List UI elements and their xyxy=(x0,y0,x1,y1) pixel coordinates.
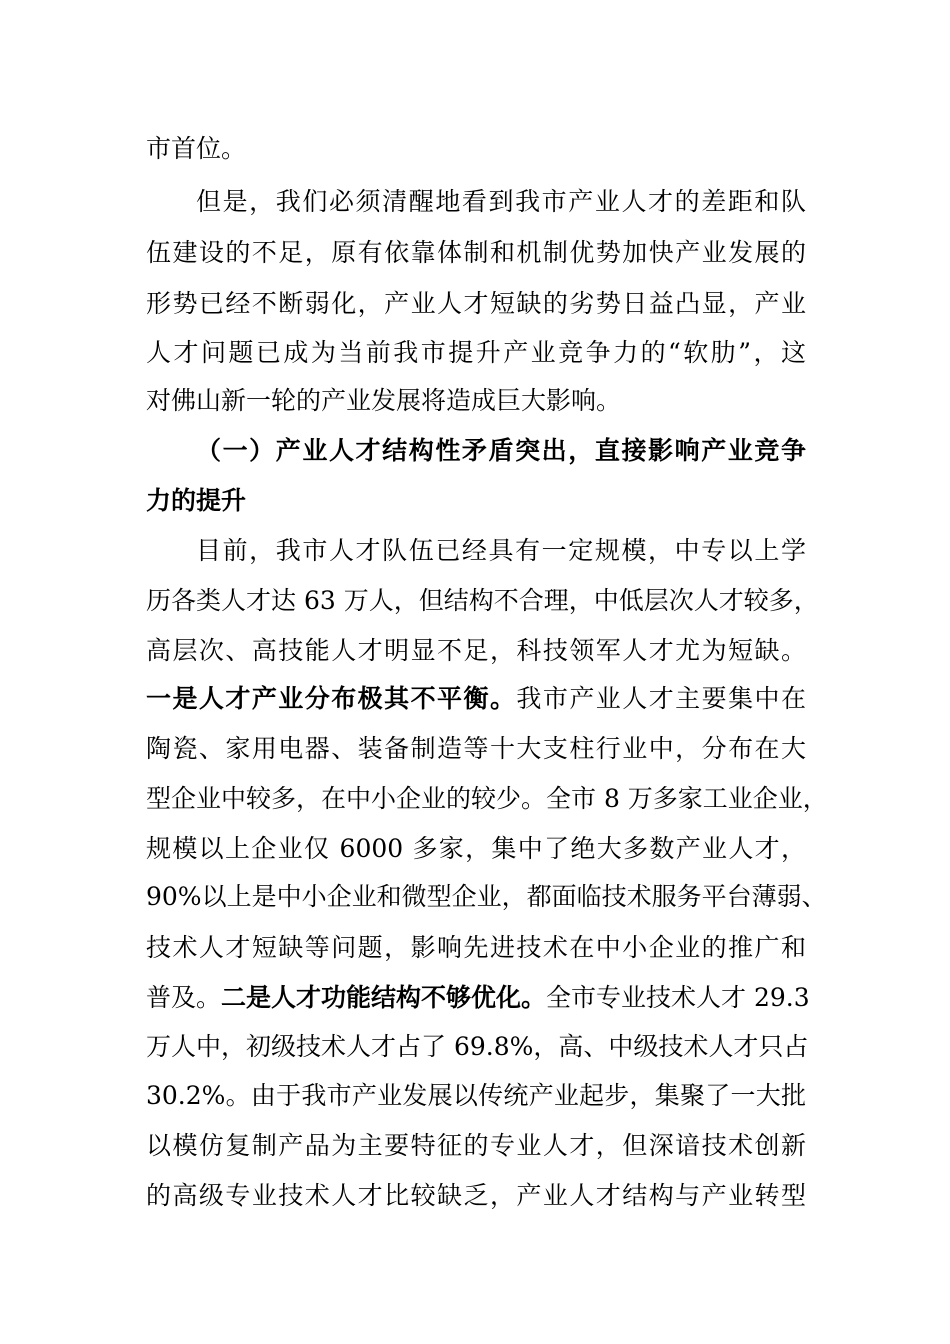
text-line: 人才问题已成为当前我市提升产业竞争力的“软肋”，这 xyxy=(146,338,806,367)
inline-text: 全市专业技术人才 29.3 xyxy=(546,983,810,1012)
text-line: 但是，我们必须清醒地看到我市产业人才的差距和队 xyxy=(196,187,806,216)
text-line: 的高级专业技术人才比较缺乏，产业人才结构与产业转型 xyxy=(146,1181,806,1210)
text-line: 伍建设的不足，原有依靠体制和机制优势加快产业发展的 xyxy=(146,238,806,267)
text-line: 目前，我市人才队伍已经具有一定规模，中专以上学 xyxy=(196,536,806,565)
text-line: 技术人才短缺等问题，影响先进技术在中小企业的推广和 xyxy=(146,933,806,962)
inline-bold-heading: 二是人才功能结构不够优化。 xyxy=(221,983,547,1012)
inline-text: 我市产业人才主要集中在 xyxy=(516,684,806,713)
text-line: 型企业中较多，在中小企业的较少。全市 8 万多家工业企业， xyxy=(146,784,828,813)
text-line: 万人中，初级技术人才占了 69.8%，高、中级技术人才只占 xyxy=(146,1032,809,1061)
text-line: 市首位。 xyxy=(146,134,247,163)
text-line: 以模仿复制产品为主要特征的专业人才，但深谙技术创新 xyxy=(146,1131,806,1160)
section-heading: （一）产业人才结构性矛盾突出，直接影响产业竞争 xyxy=(196,436,806,465)
section-heading: 力的提升 xyxy=(146,486,247,515)
text-line: 形势已经不断弱化，产业人才短缺的劣势日益凸显，产业 xyxy=(146,289,806,318)
text-line xyxy=(146,982,810,1014)
text-line xyxy=(146,683,806,715)
text-line: 陶瓷、家用电器、装备制造等十大支柱行业中，分布在大 xyxy=(146,734,806,763)
inline-text: 普及。 xyxy=(146,983,222,1012)
text-line: 90%以上是中小企业和微型企业，都面临技术服务平台薄弱、 xyxy=(146,882,827,911)
text-line: 对佛山新一轮的产业发展将造成巨大影响。 xyxy=(146,386,622,415)
text-line: 高层次、高技能人才明显不足，科技领军人才尤为短缺。 xyxy=(146,636,806,665)
inline-bold-heading: 一是人才产业分布极其不平衡。 xyxy=(146,684,517,713)
text-line: 规模以上企业仅 6000 多家，集中了绝大多数产业人才， xyxy=(146,834,806,863)
text-line: 30.2%。由于我市产业发展以传统产业起步，集聚了一大批 xyxy=(146,1081,806,1110)
text-line: 历各类人才达 63 万人，但结构不合理，中低层次人才较多， xyxy=(146,586,819,615)
